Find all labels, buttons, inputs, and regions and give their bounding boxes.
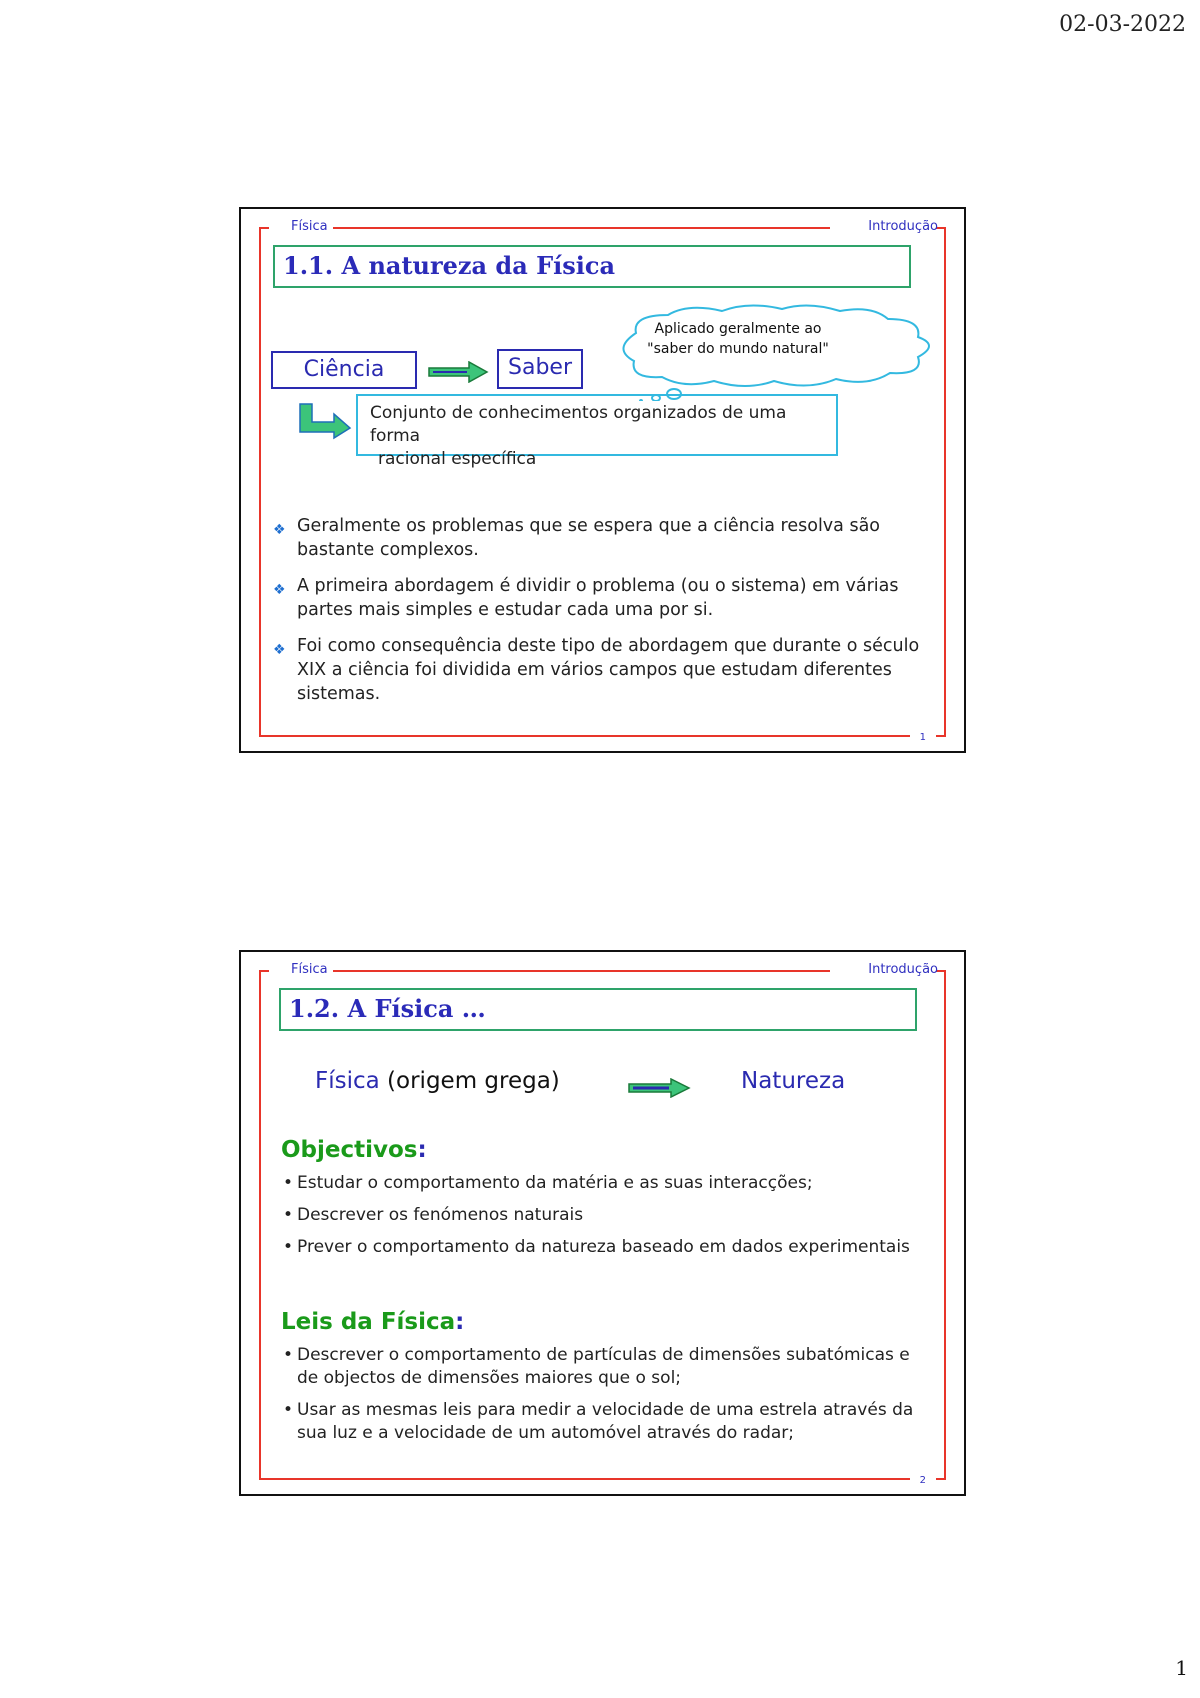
right-arrow-icon	[627, 1078, 691, 1098]
cloud-text	[633, 319, 843, 359]
list-item	[269, 634, 929, 706]
list-item	[281, 1236, 931, 1259]
bullet-dot: •	[283, 1237, 294, 1257]
bullet-list	[269, 514, 929, 718]
bullet-dot: •	[283, 1345, 294, 1365]
frame-line	[944, 970, 946, 1480]
list-item	[269, 514, 929, 562]
diamond-bullet-icon: ❖	[273, 642, 286, 658]
diamond-bullet-icon: ❖	[273, 582, 286, 598]
list-item-text: Descrever os fenómenos naturais	[297, 1205, 584, 1225]
slide-title: 1.1. A natureza da Física	[273, 245, 911, 288]
list-item	[281, 1172, 931, 1195]
bent-arrow-icon	[298, 402, 352, 440]
fisica-word: Física	[315, 1068, 380, 1094]
list-item-text: Descrever o comportamento de partículas de dimensões subatómicas e de objectos de dimensões maiores que o sol;	[297, 1345, 910, 1388]
list-item-text: Usar as mesmas leis para medir a velocidade de uma estrela através da sua luz e a velocidade de um automóvel através do radar;	[297, 1400, 914, 1443]
slide-title: 1.2. A Física …	[279, 988, 917, 1031]
frame-line	[936, 1478, 946, 1480]
page-number: 1	[1175, 1656, 1188, 1680]
cloud-text-line: "saber do mundo natural"	[647, 341, 829, 357]
list-item	[269, 574, 929, 622]
frame-line	[333, 227, 830, 229]
right-arrow-icon	[427, 361, 489, 383]
frame-line	[259, 1478, 910, 1480]
page-date: 02-03-2022	[1059, 12, 1186, 37]
frame-line	[333, 970, 830, 972]
slide-header-left: Física	[291, 219, 328, 234]
definition-box	[356, 394, 838, 469]
frame-line	[259, 970, 261, 1480]
objectivos-heading-text: Objectivos	[281, 1137, 418, 1163]
bullet-text: Geralmente os problemas que se espera que a ciência resolva são bastante complexos.	[297, 516, 881, 560]
bullet-dot: •	[283, 1173, 294, 1193]
objectivos-list	[281, 1172, 931, 1268]
natureza-word: Natureza	[741, 1068, 846, 1094]
origin-text: (origem grega)	[387, 1068, 560, 1094]
list-item	[281, 1204, 931, 1227]
heading-colon: :	[455, 1309, 465, 1335]
bullet-dot: •	[283, 1400, 294, 1420]
slide-number: 2	[919, 1475, 926, 1486]
slide-2	[239, 950, 966, 1496]
bullet-text: A primeira abordagem é dividir o problema (ou o sistema) em várias partes mais simples e estudar cada uma por si.	[297, 576, 899, 620]
leis-list	[281, 1344, 931, 1454]
list-item	[281, 1344, 931, 1390]
leis-heading	[281, 1309, 464, 1335]
cloud-text-line: Aplicado geralmente ao	[654, 321, 822, 337]
list-item-text: Prever o comportamento da natureza baseado em dados experimentais	[297, 1237, 910, 1257]
diamond-bullet-icon: ❖	[273, 522, 286, 538]
frame-line	[259, 735, 910, 737]
saber-box: Saber	[497, 349, 583, 389]
slide-number: 1	[919, 732, 926, 743]
objectivos-heading	[281, 1137, 427, 1163]
heading-colon: :	[417, 1137, 427, 1163]
frame-line	[259, 227, 261, 737]
slide-1	[239, 207, 966, 753]
definition-text: Conjunto de conhecimentos organizados de uma forma	[370, 403, 787, 446]
definition-text: racional específica	[378, 449, 537, 469]
list-item-text: Estudar o comportamento da matéria e as suas interacções;	[297, 1173, 813, 1193]
bullet-dot: •	[283, 1205, 294, 1225]
leis-heading-text: Leis da Física	[281, 1309, 456, 1335]
slide-header-right: Introdução	[868, 219, 938, 234]
ciencia-box: Ciência	[271, 351, 417, 389]
slide-header-left: Física	[291, 962, 328, 977]
list-item	[281, 1399, 931, 1445]
bullet-text: Foi como consequência deste tipo de abordagem que durante o século XIX a ciência foi dividida em vários campos que estudam diferentes sistemas.	[297, 636, 920, 704]
frame-line	[936, 735, 946, 737]
slide-header-right: Introdução	[868, 962, 938, 977]
